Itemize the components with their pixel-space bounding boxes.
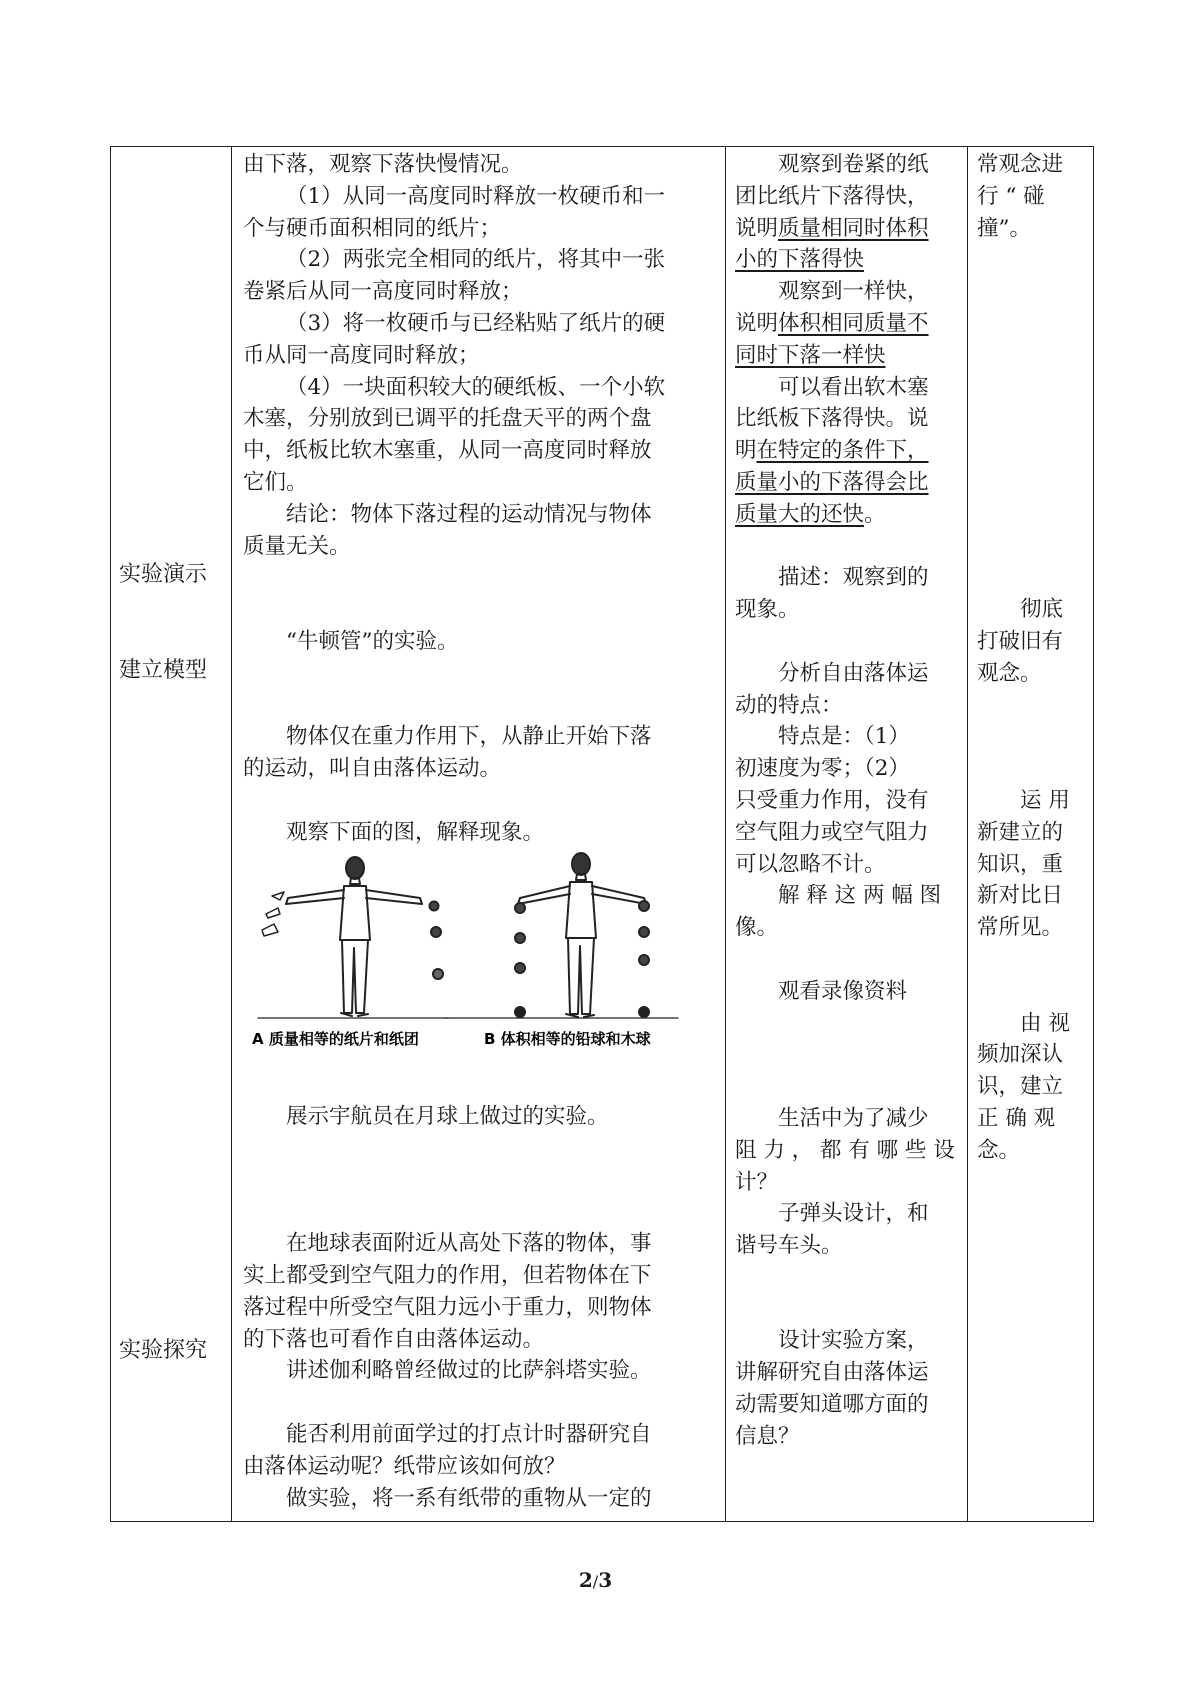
underlined-conclusion: 质量大的还快 [735, 501, 865, 527]
intent-line: 新对比日 [977, 883, 1064, 909]
intent-line: 行 “ 碰 [977, 183, 1045, 209]
teacher-activity [243, 149, 717, 849]
definition-line: 物体仅在重力作用下，从静止开始下落 [286, 724, 652, 750]
underlined-conclusion: 质量小的下落得会比 [735, 469, 929, 495]
student-line: 设计实验方案， [778, 1328, 929, 1354]
teacher-line: 它们。 [243, 469, 308, 495]
teacher-line: 中，纸板比软木塞重，从同一高度同时释放 [243, 438, 652, 464]
teacher-line: 由下落，观察下落快慢情况。 [243, 152, 523, 177]
student-line: 谐号车头。 [735, 1233, 843, 1259]
underlined-conclusion: 小的下落得快 [735, 247, 865, 273]
student-line: 像。 [735, 915, 779, 941]
student-line: 团比纸片下落得快， [735, 183, 929, 209]
air-resistance-line: 在地球表面附近从高处下落的物体，事 [286, 1231, 652, 1257]
underlined-conclusion: 体积相同质量不 [778, 310, 929, 336]
teacher-line: 木塞，分别放到已调平的托盘天平的两个盘 [243, 406, 652, 432]
paper-sheets-icon [262, 892, 284, 936]
student-line [735, 308, 961, 340]
intent-line: 彻底 [1020, 597, 1064, 623]
page-separator: / [592, 1572, 599, 1591]
teacher-activity-lower [243, 1101, 717, 1514]
column-divider [725, 147, 726, 1521]
student-line: 阻 力 ， 都 有 哪 些 设 [735, 1137, 955, 1163]
observe-prompt: 观察下面的图，解释现象。 [286, 819, 545, 845]
figure-caption-a: A 质量相等的纸片和纸团 [252, 1030, 419, 1048]
teacher-line: （4）一块面积较大的硬纸板、一个小软 [286, 374, 666, 400]
student-text: 。 [864, 501, 886, 527]
student-line: 计？ [735, 1169, 779, 1195]
student-line: 观看录像资料 [778, 978, 908, 1004]
intent-line: 知识，重 [977, 851, 1064, 877]
intent-line: 识，建立 [977, 1074, 1064, 1100]
figure-caption-b: B 体积相等的铅球和木球 [484, 1030, 651, 1048]
stage-explore: 实验探究 [119, 1338, 208, 1363]
column-divider [967, 147, 968, 1521]
student-line: 描述：观察到的 [778, 565, 929, 591]
student-text: 说明 [735, 310, 779, 336]
stage-demo: 实验演示 [119, 562, 208, 587]
student-line: 比纸板下落得快。说 [735, 406, 929, 432]
student-line: 可以看出软木塞 [778, 374, 929, 400]
teacher-line: 个与硬币面积相同的纸片； [243, 215, 502, 241]
intent-line: 念。 [977, 1137, 1021, 1163]
moon-experiment-text: 展示宇航员在月球上做过的实验。 [286, 1104, 609, 1129]
student-text: 明 [735, 438, 757, 464]
student-line: 空气阻力或空气阻力 [735, 819, 929, 845]
student-activity [735, 149, 961, 1453]
teacher-line: 结论：物体下落过程的运动情况与物体 [286, 501, 652, 527]
column-divider [231, 147, 232, 1521]
intent-line: 正 确 观 [977, 1105, 1056, 1131]
student-line: 观察到卷紧的纸 [778, 152, 929, 177]
underlined-conclusion: 在特定的条件下， [756, 438, 929, 464]
teacher-line: 卷紧后从同一高度同时释放； [243, 279, 523, 305]
intent-line: 运 用 [1020, 787, 1070, 813]
intent-line: 由 视 [1020, 1010, 1070, 1036]
student-line: 观察到一样快， [778, 279, 929, 305]
intent-line: 观念。 [977, 660, 1042, 686]
page-number [0, 1568, 1191, 1592]
student-line: 特点是：（1） [778, 724, 910, 750]
pisa-text: 讲述伽利略曾经做过的比萨斜塔实验。 [286, 1358, 652, 1384]
teacher-line: （2）两张完全相同的纸片，将其中一张 [286, 247, 666, 273]
student-line [735, 435, 961, 467]
teacher-line: （1）从同一高度同时释放一枚硬币和一 [286, 183, 666, 209]
underlined-conclusion: 质量相同时体积 [778, 215, 929, 241]
student-line [735, 499, 961, 531]
air-resistance-line: 实上都受到空气阻力的作用，但若物体在下 [243, 1262, 652, 1288]
intent-line: 新建立的 [977, 819, 1064, 845]
student-text: 说明 [735, 215, 779, 241]
student-line: 只受重力作用，没有 [735, 787, 929, 813]
experiment-line: 做实验，将一系有纸带的重物从一定的 [286, 1485, 652, 1511]
student-line: 现象。 [735, 597, 800, 623]
teacher-line: 币从同一高度同时释放； [243, 342, 480, 368]
newton-tube-text: “牛顿管”的实验。 [286, 628, 459, 654]
timer-line: 能否利用前面学过的打点计时器研究自 [286, 1421, 652, 1447]
student-line: 初速度为零；（2） [735, 756, 910, 782]
intent-line: 撞”。 [977, 215, 1031, 241]
timer-line: 由落体运动呢？纸带应该如何放？ [243, 1453, 566, 1479]
page-current: 2 [578, 1568, 593, 1592]
intent-line: 常观念进 [977, 152, 1064, 177]
student-line: 子弹头设计，和 [778, 1201, 929, 1227]
design-intent [977, 149, 1085, 1167]
student-line: 动的特点： [735, 692, 843, 718]
air-resistance-line: 落过程中所受空气阻力远小于重力，则物体 [243, 1294, 652, 1320]
person-a-illustration [258, 857, 448, 1018]
student-line: 解 释 这 两 幅 图 [778, 883, 942, 909]
intent-line: 频加深认 [977, 1042, 1064, 1068]
underlined-conclusion: 同时下落一样快 [735, 342, 886, 368]
intent-line: 打破旧有 [977, 628, 1064, 654]
student-line: 信息？ [735, 1423, 800, 1449]
page-total: 3 [598, 1568, 613, 1592]
student-line: 可以忽略不计。 [735, 851, 886, 877]
lesson-table [110, 146, 1094, 1522]
teacher-line: （3）将一枚硬币与已经粘贴了纸片的硬 [286, 310, 666, 336]
student-line: 讲解研究自由落体运 [735, 1360, 929, 1386]
air-resistance-line: 的下落也可看作自由落体运动。 [243, 1326, 545, 1352]
student-line: 动需要知道哪方面的 [735, 1392, 929, 1418]
paper-balls-icon [430, 902, 444, 980]
student-line: 分析自由落体运 [778, 660, 929, 686]
stage-model: 建立模型 [119, 658, 208, 683]
falling-objects-figure [248, 848, 728, 1048]
student-line [735, 213, 961, 245]
teacher-line: 质量无关。 [243, 533, 351, 559]
intent-line: 常所见。 [977, 915, 1064, 941]
definition-line: 的运动，叫自由落体运动。 [243, 756, 502, 782]
student-line: 生活中为了减少 [778, 1105, 929, 1131]
